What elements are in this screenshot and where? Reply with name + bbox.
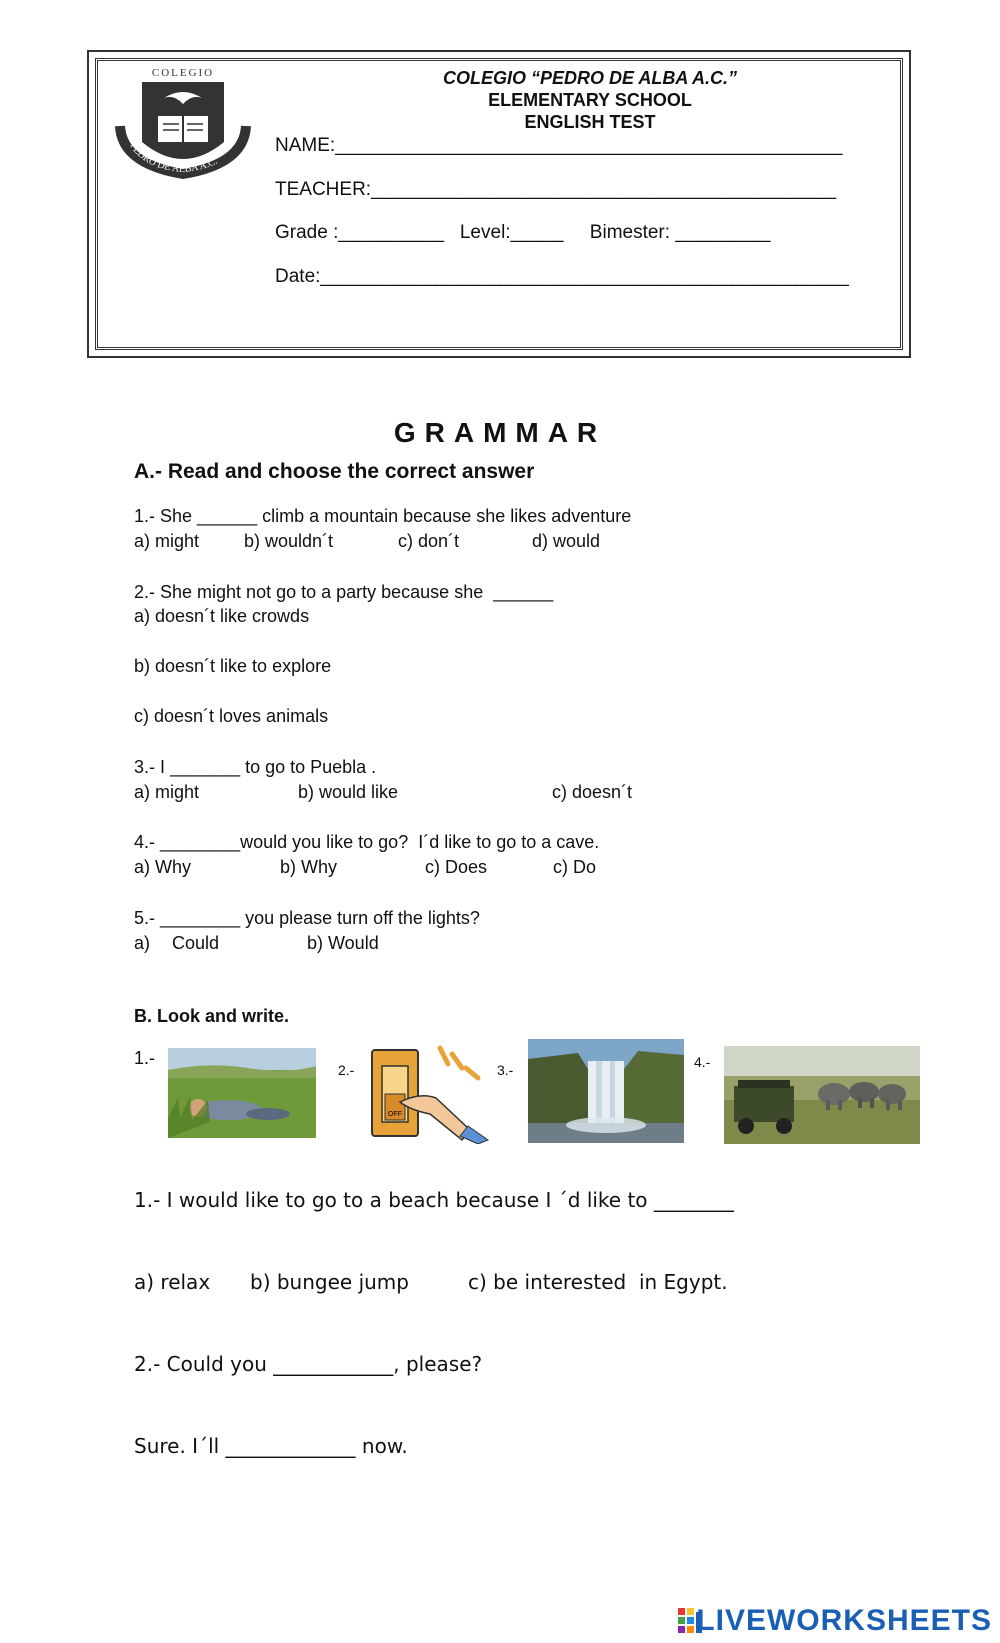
option-a2-b[interactable]: b) doesn´t like to explore <box>134 656 332 676</box>
option-a3-a[interactable]: a) might <box>134 782 200 802</box>
option-a4-a[interactable]: a) Why <box>134 857 192 877</box>
option-a3-c[interactable]: c) doesn´t <box>552 782 633 802</box>
option-a1-b[interactable]: b) wouldn´t <box>244 531 334 551</box>
date-field[interactable]: Date:__________________________________________________ <box>275 266 849 287</box>
question-a4: 4.- ________would you like to go? I´d like to go to a cave. <box>134 832 600 852</box>
image-label-1: 1.- <box>134 1048 156 1068</box>
image-label-3: 3.- <box>497 1062 514 1078</box>
question-a5: 5.- ________ you please turn off the lights? <box>134 908 480 928</box>
question-b1: 1.- I would like to go to a beach because I ´d like to ________ <box>134 1188 734 1212</box>
school-seal-logo <box>112 64 254 184</box>
question-b2[interactable]: 2.- Could you ____________, please? <box>134 1352 483 1376</box>
image-label-2: 2.- <box>338 1062 355 1078</box>
seal-ribbon-text: PEDRO DE ALBA A.C. <box>127 140 220 176</box>
grade-level-bimester-field[interactable]: Grade :__________ Level:_____ Bimester: _________ <box>275 222 771 243</box>
option-a5-a-label[interactable]: a) <box>134 933 151 953</box>
waterfall-image <box>528 1039 684 1143</box>
section-a-heading: A.- Read and choose the correct answer <box>134 460 535 483</box>
option-a1-a[interactable]: a) might <box>134 531 200 551</box>
seal-top-text: COLEGIO <box>151 67 215 79</box>
option-b1-b[interactable]: b) bungee jump <box>250 1270 409 1294</box>
light-switch-off-image <box>370 1044 500 1144</box>
question-a2: 2.- She might not go to a party because she ______ <box>134 582 554 602</box>
liveworksheets-brand[interactable]: LIVEWORKSHEETS <box>696 1604 992 1637</box>
option-a3-b[interactable]: b) would like <box>298 782 399 802</box>
option-a2-a[interactable]: a) doesn´t like crowds <box>134 606 310 626</box>
option-a1-d[interactable]: d) would <box>532 531 601 551</box>
option-a5-b[interactable]: b) Would <box>307 933 379 953</box>
section-b-heading: B. Look and write. <box>134 1006 290 1026</box>
safari-elephants-image <box>724 1046 920 1144</box>
question-a3: 3.- I _______ to go to Puebla . <box>134 757 377 777</box>
image-label-4: 4.- <box>694 1054 711 1070</box>
option-b1-c[interactable]: c) be interested in Egypt. <box>468 1270 728 1294</box>
school-name: COLEGIO “PEDRO DE ALBA A.C.” <box>442 68 737 88</box>
answer-b2[interactable]: Sure. I´ll _____________ now. <box>134 1434 408 1458</box>
option-b1-a[interactable]: a) relax <box>134 1270 211 1294</box>
test-name: ENGLISH TEST <box>524 112 656 132</box>
name-field[interactable]: NAME:________________________________________________ <box>275 135 843 156</box>
school-level: ELEMENTARY SCHOOL <box>488 90 692 110</box>
option-a4-d[interactable]: c) Do <box>553 857 597 877</box>
svg-text:OFF: OFF <box>388 1111 402 1118</box>
option-a4-b[interactable]: b) Why <box>280 857 338 877</box>
relaxing-in-grass-image <box>168 1048 316 1138</box>
teacher-field[interactable]: TEACHER:____________________________________________ <box>275 179 837 200</box>
question-a1: 1.- She ______ climb a mountain because she likes adventure <box>134 506 632 526</box>
option-a2-c[interactable]: c) doesn´t loves animals <box>134 706 329 726</box>
option-a4-c[interactable]: c) Does <box>425 857 488 877</box>
page-title: GRAMMAR <box>393 417 607 448</box>
option-a5-a-text[interactable]: Could <box>172 933 220 953</box>
option-a1-c[interactable]: c) don´t <box>398 531 460 551</box>
